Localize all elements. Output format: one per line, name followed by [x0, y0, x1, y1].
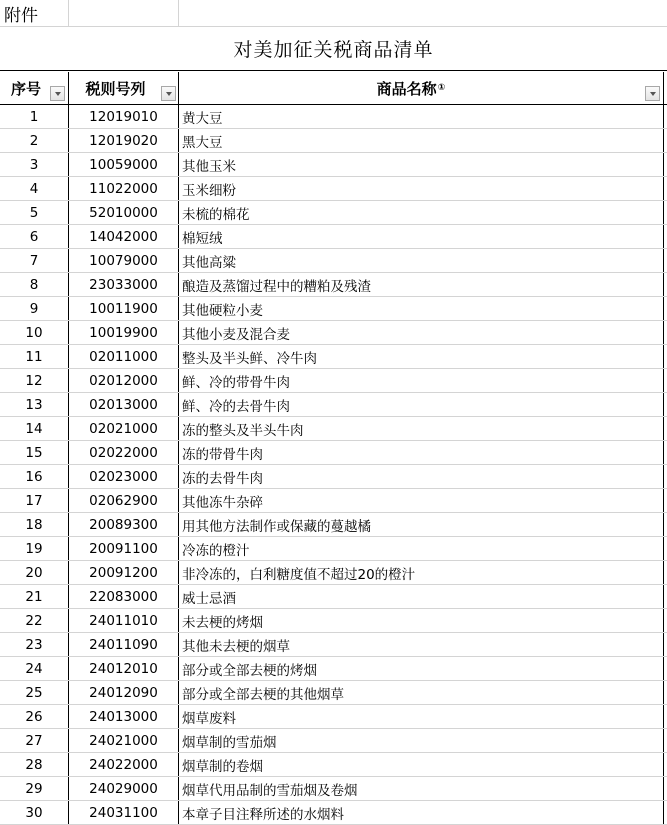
seq-cell[interactable]: 17	[0, 489, 69, 512]
tariff-code-cell[interactable]: 24021000	[69, 729, 179, 752]
table-row	[0, 249, 667, 273]
header-tariff-code-label: 税则号列	[85, 79, 146, 98]
product-name-cell[interactable]: 鲜、冷的去骨牛肉	[179, 393, 664, 416]
seq-cell[interactable]: 28	[0, 753, 69, 776]
product-name-cell[interactable]: 烟草制的雪茄烟	[179, 729, 664, 752]
product-name-cell[interactable]: 棉短绒	[179, 225, 664, 248]
table-row	[0, 513, 667, 537]
filter-dropdown-name-icon[interactable]	[645, 86, 660, 101]
product-name-cell[interactable]: 其他玉米	[179, 153, 664, 176]
table-row	[0, 105, 667, 129]
seq-cell[interactable]: 10	[0, 321, 69, 344]
seq-cell[interactable]: 30	[0, 801, 69, 824]
table-row	[0, 801, 667, 825]
seq-cell[interactable]: 13	[0, 393, 69, 416]
seq-cell[interactable]: 22	[0, 609, 69, 632]
product-name-cell[interactable]: 冻的去骨牛肉	[179, 465, 664, 488]
product-name-cell[interactable]: 部分或全部去梗的其他烟草	[179, 681, 664, 704]
table-row	[0, 201, 667, 225]
product-name-cell[interactable]: 冻的整头及半头牛肉	[179, 417, 664, 440]
tariff-code-cell[interactable]: 22083000	[69, 585, 179, 608]
table-row	[0, 129, 667, 153]
footnote-mark: ①	[437, 83, 446, 93]
seq-cell[interactable]: 6	[0, 225, 69, 248]
seq-cell[interactable]: 19	[0, 537, 69, 560]
product-name-cell[interactable]: 烟草废料	[179, 705, 664, 728]
seq-cell[interactable]: 9	[0, 297, 69, 320]
tariff-code-cell[interactable]: 02022000	[69, 441, 179, 464]
tariff-code-cell[interactable]: 24029000	[69, 777, 179, 800]
table-row	[0, 321, 667, 345]
table-row	[0, 417, 667, 441]
product-name-cell[interactable]: 其他高粱	[179, 249, 664, 272]
tariff-code-cell[interactable]: 20091200	[69, 561, 179, 584]
tariff-code-cell[interactable]: 20091100	[69, 537, 179, 560]
tariff-code-cell[interactable]: 02013000	[69, 393, 179, 416]
tariff-code-cell[interactable]: 24013000	[69, 705, 179, 728]
seq-cell[interactable]: 14	[0, 417, 69, 440]
tariff-code-cell[interactable]: 23033000	[69, 273, 179, 296]
attachment-label[interactable]: 附件	[0, 0, 69, 26]
tariff-code-cell[interactable]: 10079000	[69, 249, 179, 272]
seq-cell[interactable]: 23	[0, 633, 69, 656]
seq-cell[interactable]: 12	[0, 369, 69, 392]
table-row	[0, 177, 667, 201]
empty-cell[interactable]	[69, 0, 179, 26]
product-name-cell[interactable]: 本章子目注释所述的水烟料	[179, 801, 664, 824]
tariff-code-cell[interactable]: 02011000	[69, 345, 179, 368]
table-row	[0, 561, 667, 585]
filter-dropdown-seq-icon[interactable]	[50, 86, 65, 101]
tariff-code-cell[interactable]: 20089300	[69, 513, 179, 536]
seq-cell[interactable]: 29	[0, 777, 69, 800]
tariff-code-cell[interactable]: 02021000	[69, 417, 179, 440]
attachment-row	[0, 0, 667, 27]
table-row	[0, 441, 667, 465]
seq-cell[interactable]: 24	[0, 657, 69, 680]
seq-cell[interactable]: 27	[0, 729, 69, 752]
seq-cell[interactable]: 18	[0, 513, 69, 536]
table-row	[0, 153, 667, 177]
tariff-code-cell[interactable]: 02062900	[69, 489, 179, 512]
product-name-cell[interactable]: 未梳的棉花	[179, 201, 664, 224]
product-name-cell[interactable]: 其他小麦及混合麦	[179, 321, 664, 344]
table-row	[0, 753, 667, 777]
table-row	[0, 657, 667, 681]
seq-cell[interactable]: 3	[0, 153, 69, 176]
table-row	[0, 369, 667, 393]
table-row	[0, 585, 667, 609]
title-row	[0, 27, 667, 71]
product-name-cell[interactable]: 整头及半头鲜、冷牛肉	[179, 345, 664, 368]
tariff-code-cell[interactable]: 24012010	[69, 657, 179, 680]
product-name-cell[interactable]: 玉米细粉	[179, 177, 664, 200]
product-name-cell[interactable]: 冻的带骨牛肉	[179, 441, 664, 464]
product-name-cell[interactable]: 烟草制的卷烟	[179, 753, 664, 776]
product-name-cell[interactable]: 威士忌酒	[179, 585, 664, 608]
seq-cell[interactable]: 11	[0, 345, 69, 368]
seq-cell[interactable]: 2	[0, 129, 69, 152]
table-row	[0, 393, 667, 417]
seq-cell[interactable]: 1	[0, 105, 69, 128]
seq-cell[interactable]: 5	[0, 201, 69, 224]
table-row	[0, 705, 667, 729]
table-row	[0, 777, 667, 801]
seq-cell[interactable]: 15	[0, 441, 69, 464]
seq-cell[interactable]: 7	[0, 249, 69, 272]
tariff-code-cell[interactable]: 24012090	[69, 681, 179, 704]
table-row	[0, 297, 667, 321]
tariff-code-cell[interactable]: 14042000	[69, 225, 179, 248]
product-name-cell[interactable]: 其他未去梗的烟草	[179, 633, 664, 656]
product-name-cell[interactable]: 用其他方法制作或保藏的蔓越橘	[179, 513, 664, 536]
tariff-code-cell[interactable]: 02023000	[69, 465, 179, 488]
tariff-code-cell[interactable]: 24011010	[69, 609, 179, 632]
table-row	[0, 681, 667, 705]
tariff-code-cell[interactable]: 24011090	[69, 633, 179, 656]
table-row	[0, 225, 667, 249]
product-name-cell[interactable]: 非冷冻的，白利糖度值不超过20的橙汁	[179, 561, 664, 584]
table-row	[0, 465, 667, 489]
product-name-cell[interactable]: 黄大豆	[179, 105, 664, 128]
seq-cell[interactable]: 21	[0, 585, 69, 608]
product-name-cell[interactable]: 部分或全部去梗的烤烟	[179, 657, 664, 680]
table-row	[0, 609, 667, 633]
product-name-cell[interactable]: 未去梗的烤烟	[179, 609, 664, 632]
tariff-code-cell[interactable]: 52010000	[69, 201, 179, 224]
product-name-cell[interactable]: 鲜、冷的带骨牛肉	[179, 369, 664, 392]
tariff-code-cell[interactable]: 10059000	[69, 153, 179, 176]
product-name-cell[interactable]: 酿造及蒸馏过程中的糟粕及残渣	[179, 273, 664, 296]
seq-cell[interactable]: 20	[0, 561, 69, 584]
seq-cell[interactable]: 8	[0, 273, 69, 296]
tariff-code-cell[interactable]: 10011900	[69, 297, 179, 320]
header-row	[0, 72, 667, 105]
seq-cell[interactable]: 16	[0, 465, 69, 488]
tariff-code-cell[interactable]: 24031100	[69, 801, 179, 824]
tariff-code-cell[interactable]: 24022000	[69, 753, 179, 776]
product-name-cell[interactable]: 烟草代用品制的雪茄烟及卷烟	[179, 777, 664, 800]
tariff-code-cell[interactable]: 11022000	[69, 177, 179, 200]
header-name-label: 商品名称	[376, 79, 437, 98]
seq-cell[interactable]: 26	[0, 705, 69, 728]
filter-dropdown-tariff-code-icon[interactable]	[161, 86, 176, 101]
product-name-cell[interactable]: 其他硬粒小麦	[179, 297, 664, 320]
table-row	[0, 633, 667, 657]
seq-cell[interactable]: 4	[0, 177, 69, 200]
tariff-code-cell[interactable]: 02012000	[69, 369, 179, 392]
header-seq-label: 序号	[10, 79, 41, 98]
table-row	[0, 729, 667, 753]
header-name[interactable]	[179, 72, 664, 104]
tariff-code-cell[interactable]: 12019010	[69, 105, 179, 128]
product-name-cell[interactable]: 黑大豆	[179, 129, 664, 152]
seq-cell[interactable]: 25	[0, 681, 69, 704]
product-name-cell[interactable]: 冷冻的橙汁	[179, 537, 664, 560]
table-row	[0, 345, 667, 369]
table-row	[0, 489, 667, 513]
tariff-code-cell[interactable]: 12019020	[69, 129, 179, 152]
table-row	[0, 537, 667, 561]
product-name-cell[interactable]: 其他冻牛杂碎	[179, 489, 664, 512]
sheet-title[interactable]: 对美加征关税商品清单	[233, 39, 434, 61]
table-row	[0, 273, 667, 297]
tariff-code-cell[interactable]: 10019900	[69, 321, 179, 344]
